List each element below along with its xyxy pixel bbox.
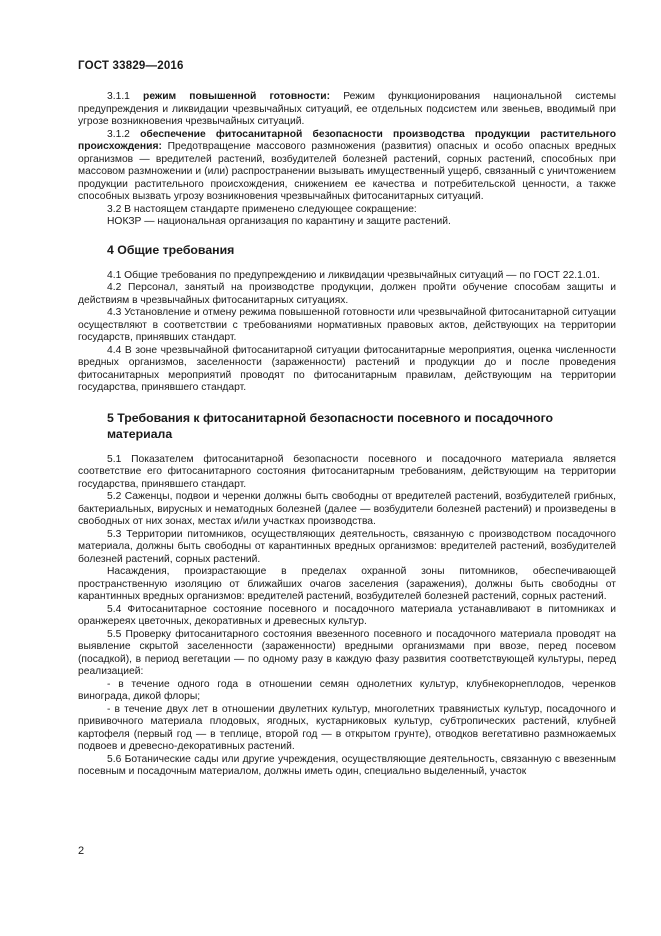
section-heading-5: 5 Требования к фитосанитарной безопасности посевного и посадочного материала xyxy=(107,410,554,441)
page-content xyxy=(78,91,616,779)
term-heading: режим повышенной готовности: xyxy=(143,91,331,102)
paragraph-5-5: 5.5 Проверку фитосанитарного состояния ввезенного посевного и посадочного материала проводят на выявление скрытой заселенности (зараженности) вредными организмами при ввозе, перед посевом (посадкой), в период вегетации — по одному разу в каждую фазу развития соответствующей культуры, перед реализацией: xyxy=(78,628,616,677)
paragraph-3-1-1 xyxy=(78,91,616,129)
paragraph-5-4: 5.4 Фитосанитарное состояние посевного и посадочного материала устанавливают в питомниках и оранжереях цветочных, декоративных и древесных культур. xyxy=(78,603,616,627)
paragraph-4-1: 4.1 Общие требования по предупреждению и ликвидации чрезвычайных ситуаций — по ГОСТ 22.1.01. xyxy=(107,269,600,281)
list-item-two-years: - в течение двух лет в отношении двулетних культур, многолетних травянистых культур, посадочного и прививочного материала плодовых, ягодных, кустарниковых культур, субтропических растений, клубней картофеля (первый год — в теплице, второй год — в открытом грунте), отводков вегетативно размножаемых подвоев и древесно-декоративных растений. xyxy=(78,703,616,752)
document-code: ГОСТ 33829—2016 xyxy=(78,60,184,72)
list-item-one-year: - в течение одного года в отношении семян однолетних культур, клубнекорнеплодов, черенков винограда, дикой флоры; xyxy=(78,678,616,702)
abbreviation-nokzr: НОКЗР — национальная организация по карантину и защите растений. xyxy=(107,216,451,227)
paragraph-5-2: 5.2 Саженцы, подвои и черенки должны быть свободны от вредителей растений, возбудителей грибных, бактериальных, вирусных и нематодных болезней (далее — возбудители болезней растений) и произведены в свободных от них зонах, местах и/или участках производства. xyxy=(78,491,616,527)
paragraph-3-2: 3.2 В настоящем стандарте применено следующее сокращение: xyxy=(107,203,417,215)
paragraph-4-4: 4.4 В зоне чрезвычайной фитосанитарной ситуации фитосанитарные мероприятия, оценка численности вредных организмов, заселенности (зараженности) растений и продукции до и после проведения фитосанитарных мероприятий проводят по фитосанитарным правилам, действующим на территории государства, принявшего стандарт. xyxy=(78,344,616,393)
page-number: 2 xyxy=(78,845,85,857)
paragraph-5-1: 5.1 Показателем фитосанитарной безопасности посевного и посадочного материала является соответствие его фитосанитарного состояния фитосанитарным требованиям, действующим на территории государства, принявшего стандарт. xyxy=(78,453,616,490)
paragraph-5-3-continued: Насаждения, произрастающие в пределах охранной зоны питомников, обеспечивающей пространственную изоляцию от ближайших очагов заселения (заражения), должны быть свободны от карантинных вредных организмов: вредителей растений, возбудителей болезней растений, сорных растений. xyxy=(78,566,616,602)
paragraph-5-3: 5.3 Территории питомников, осуществляющих деятельность, связанную с производством посадочного материала, должны быть свободны от карантинных вредных организмов: вредителей растений, возбудителей болезней растений, сорных растений. xyxy=(78,528,616,565)
section-heading-4: 4 Общие требования xyxy=(107,242,235,257)
clause-number: 3.1.1 xyxy=(107,91,144,102)
paragraph-5-6: 5.6 Ботанические сады или другие учреждения, осуществляющие деятельность, связанную с ввезенным посевным и посадочным материалом, должны иметь один, специально выделенный, участок xyxy=(78,753,616,777)
paragraph-3-1-2 xyxy=(78,129,616,204)
paragraph-4-3: 4.3 Установление и отмену режима повышенной готовности или чрезвычайной фитосанитарной ситуации осуществляют в соответствии с требованиями нормативных правовых актов, действующих на территории государств, принявших стандарт. xyxy=(78,307,616,343)
term-definition: Режим функционирования национальной системы предупреждения и ликвидации чрезвычайных ситуаций, ее отдельных подсистем или звеньев, вводимый при угрозе возникновения чрезвычайных ситуаций. xyxy=(78,91,617,127)
term-heading: обеспечение фитосанитарной безопасности производства продукции растительного происхождения: xyxy=(78,128,616,152)
clause-number: 3.1.2 xyxy=(107,128,141,140)
term-definition: Предотвращение массового размножения (развития) опасных и особо опасных вредных организмов — вредителей растений, возбудителей болезней растений, сорных растений, способных при массовом размножении и (или) распространении вызывать имущественный ущерб, связанный с уничтожением продукции растительного происхождения, снижением ее качества и потребительской ценности, а также способных вызвать угрозу возникновения чрезвычайных фитосанитарных ситуаций. xyxy=(78,141,616,202)
paragraph-4-2: 4.2 Персонал, занятый на производстве продукции, должен пройти обучение способам защиты и действиям в чрезвычайных фитосанитарных ситуациях. xyxy=(78,282,616,306)
